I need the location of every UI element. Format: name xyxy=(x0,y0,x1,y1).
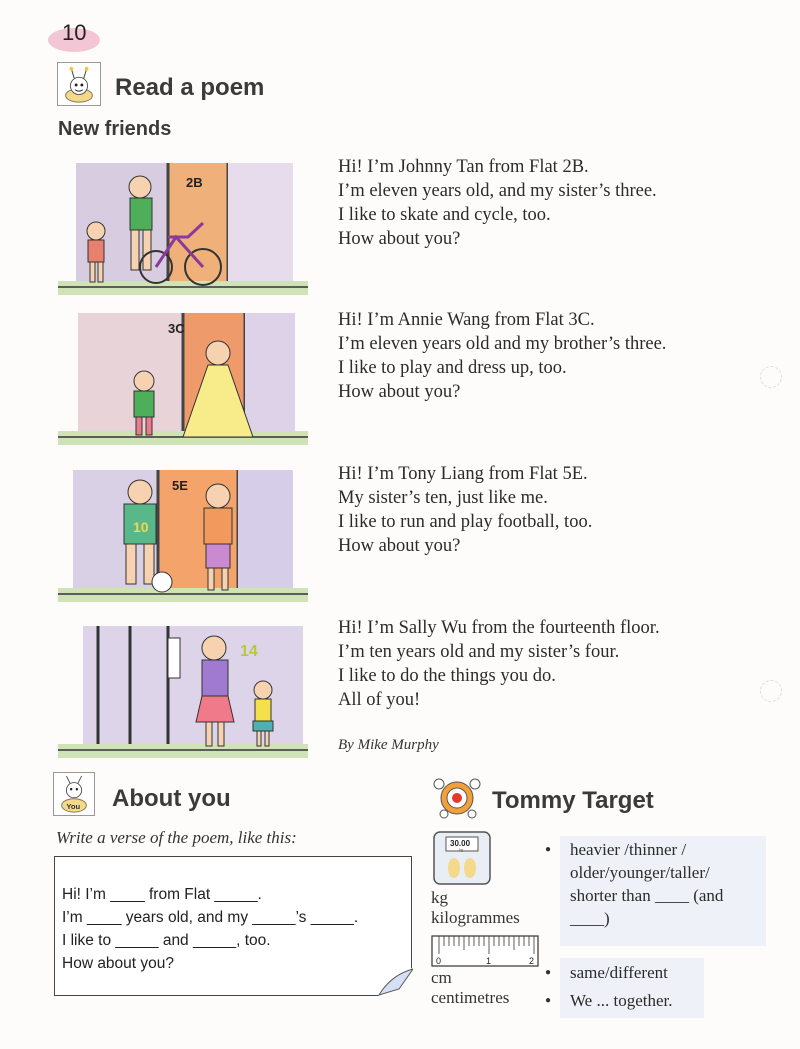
poem-author: By Mike Murphy xyxy=(338,737,439,753)
stanza-line: I’m eleven years old, and my sister’s three. xyxy=(338,181,657,201)
unit-cm: cm xyxy=(431,968,452,987)
stanza-2 xyxy=(338,308,666,404)
stanza-line: How about you? xyxy=(338,536,461,556)
scale-reading: 30.00 xyxy=(450,839,471,848)
ruler-icon xyxy=(431,934,539,970)
template-line: I like to _____ and _____, too. xyxy=(62,932,271,949)
stanza-line: I’m eleven years old and my brother’s three. xyxy=(338,334,667,354)
target-item-same-different xyxy=(570,961,668,984)
stanza-line: I’m ten years old and my sister’s four. xyxy=(338,642,620,662)
template-line: Hi! I’m ____ from Flat _____. xyxy=(62,886,262,903)
tommy-you-mascot-icon xyxy=(53,772,95,816)
stanza-line: Hi! I’m Johnny Tan from Flat 2B. xyxy=(338,157,589,177)
target-item-line: older/younger/taller/ xyxy=(570,863,710,882)
stanza-line: How about you? xyxy=(338,382,461,402)
stanza-1 xyxy=(338,155,657,251)
illustration-annie-wang xyxy=(58,305,308,445)
shirt-number: 10 xyxy=(133,519,149,535)
door-label-5e: 5E xyxy=(172,478,188,493)
section-title-read-poem: Read a poem xyxy=(115,74,265,101)
tommy-target-icon xyxy=(430,772,484,820)
stanza-line: I like to skate and cycle, too. xyxy=(338,205,551,225)
target-item-line: We ... together. xyxy=(570,991,673,1010)
ruler-mark-0: 0 xyxy=(436,956,442,966)
bullet-icon: ● xyxy=(545,844,552,855)
binder-hole xyxy=(760,366,782,388)
door-label-3c: 3C xyxy=(168,321,185,336)
illustration-tony-liang xyxy=(58,462,308,602)
unit-centimetres: centimetres xyxy=(431,988,510,1007)
stanza-line: All of you! xyxy=(338,690,421,710)
stanza-4 xyxy=(338,616,660,712)
scale-unit-small: kg xyxy=(459,847,464,852)
stanza-line: My sister’s ten, just like me. xyxy=(338,488,548,508)
bullet-icon: ● xyxy=(545,995,552,1006)
verse-template xyxy=(62,883,358,975)
stanza-line: Hi! I’m Annie Wang from Flat 3C. xyxy=(338,310,595,330)
ruler-mark-1: 1 xyxy=(486,956,492,966)
template-line: How about you? xyxy=(62,955,175,972)
poem-title: New friends xyxy=(58,118,172,140)
tommy-mascot-icon xyxy=(57,62,101,106)
you-badge: You xyxy=(66,802,81,812)
target-item-line: ____) xyxy=(570,909,610,928)
page-curl-icon xyxy=(377,967,413,997)
target-item-line: heavier /thinner / xyxy=(570,840,687,859)
stanza-line: How about you? xyxy=(338,229,461,249)
stanza-line: I like to run and play football, too. xyxy=(338,512,593,532)
target-item-together xyxy=(570,989,673,1012)
about-you-instruction: Write a verse of the poem, like this: xyxy=(56,828,297,847)
template-line: I’m ____ years old, and my _____’s _____. xyxy=(62,909,359,926)
target-item-comparatives xyxy=(570,838,723,930)
stanza-line: I like to do the things you do. xyxy=(338,666,556,686)
target-item-line: shorter than ____ (and xyxy=(570,886,724,905)
stanza-line: Hi! I’m Tony Liang from Flat 5E. xyxy=(338,464,588,484)
binder-hole xyxy=(760,680,782,702)
stanza-line: I like to play and dress up, too. xyxy=(338,358,567,378)
section-title-tommy-target: Tommy Target xyxy=(492,787,654,814)
ruler-mark-2: 2 xyxy=(529,956,535,966)
page-number: 10 xyxy=(62,20,87,45)
page-number-badge xyxy=(48,18,100,52)
unit-kg: kg xyxy=(431,888,448,907)
unit-kilogrammes: kilogrammes xyxy=(431,908,520,927)
illustration-sally-wu xyxy=(58,618,308,758)
door-label-2b: 2B xyxy=(186,175,203,190)
bullet-icon: ● xyxy=(545,967,552,978)
stanza-line: Hi! I’m Sally Wu from the fourteenth floor. xyxy=(338,618,660,638)
floor-label-14: 14 xyxy=(240,643,258,660)
verse-template-box xyxy=(54,856,412,996)
target-item-line: same/different xyxy=(570,963,668,982)
stanza-3 xyxy=(338,462,592,558)
section-title-about-you: About you xyxy=(112,785,231,812)
weighing-scale-icon xyxy=(432,830,492,886)
illustration-johnny-tan xyxy=(58,155,308,295)
